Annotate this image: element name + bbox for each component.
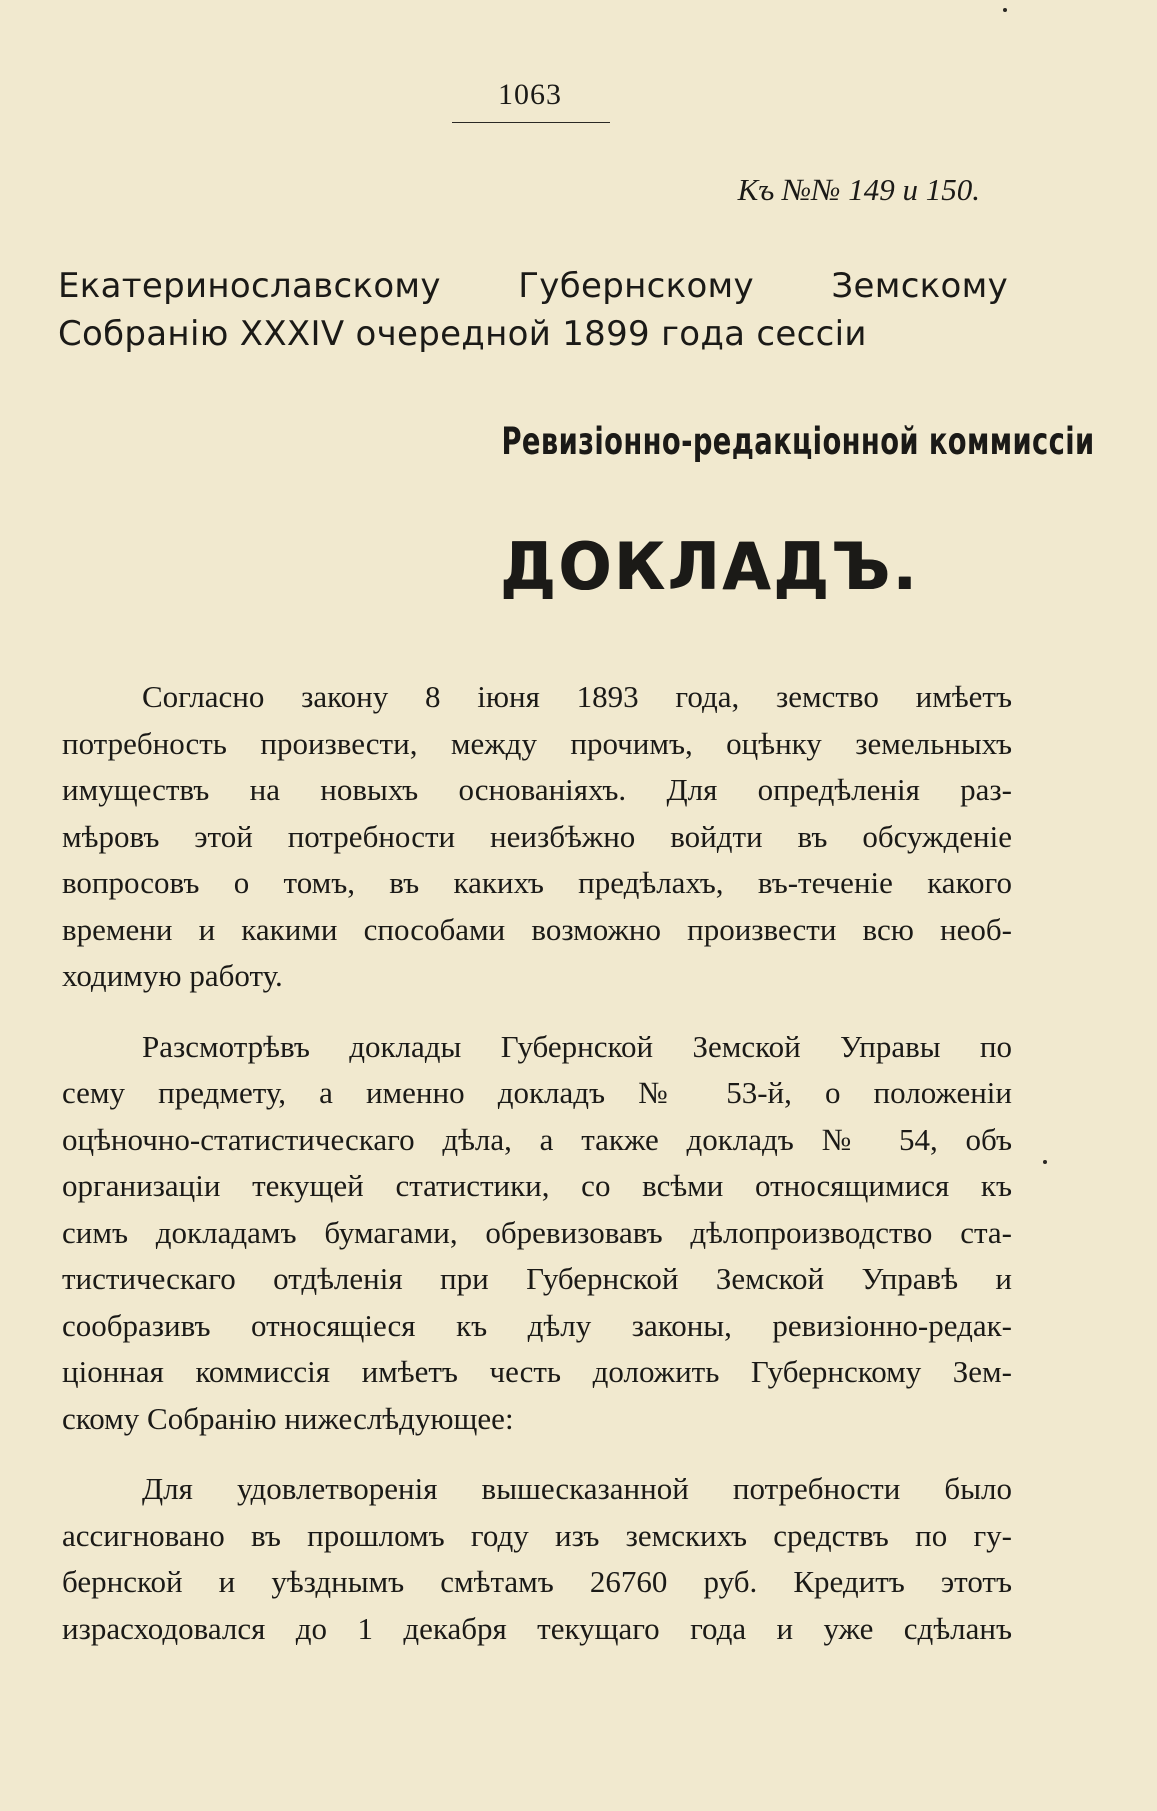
document-title: ДОКЛАДЪ. (500, 528, 920, 605)
addressee-line-1: Екатеринославскому Губернскому Земскому (58, 266, 1008, 306)
print-speck (1003, 8, 1007, 12)
page-number: 1063 (498, 78, 562, 111)
text-line: ціонная коммиссія имѣетъ честь доложить Губернскому Зем- (62, 1354, 1012, 1389)
text-line: симъ докладамъ бумагами, обревизовавъ дѣлопроизводство ста- (62, 1214, 1012, 1250)
text-line: Разсмотрѣвъ доклады Губернской Земской Управы по (142, 1028, 1012, 1064)
text-line: скому Собранію нижеслѣдующее: (62, 1400, 514, 1436)
page-number-rule (452, 122, 610, 123)
text-line: сообразивъ относящіеся къ дѣлу законы, ревизіонно-редак- (62, 1307, 1012, 1343)
paragraph-2 (62, 1024, 1012, 1443)
text-line: ассигновано въ прошломъ году изъ земскихъ средствъ по гу- (62, 1517, 1012, 1553)
print-speck (1043, 1160, 1047, 1164)
text-line: тистическаго отдѣленія при Губернской Земской Управѣ и (62, 1261, 1012, 1296)
reference-line: Къ №№ 149 и 150. (737, 172, 980, 207)
text-line: мѣровъ этой потребности неизбѣжно войдти въ обсужденіе (62, 818, 1012, 854)
paragraph-3 (62, 1466, 1012, 1652)
text-line: Согласно закону 8 іюня 1893 года, земство имѣетъ (142, 679, 1012, 714)
text-line: бернской и уѣзднымъ смѣтамъ 26760 руб. Кредитъ этотъ (62, 1564, 1012, 1599)
body-text (62, 674, 1012, 1652)
addressee-line-2: Собранію XXXIV очередной 1899 года сессіи (58, 314, 867, 354)
text-line: ходимую работу. (62, 958, 283, 993)
text-line: оцѣночно-статистическаго дѣла, а также докладъ № 54, объ (62, 1121, 1012, 1157)
text-line: вопросовъ о томъ, въ какихъ предѣлахъ, въ-теченіе какого (62, 865, 1012, 900)
paragraph-1 (62, 674, 1012, 1000)
addressee-heading (58, 262, 1008, 358)
text-line: потребность произвести, между прочимъ, оцѣнку земельныхъ (62, 725, 1012, 761)
text-line: организаціи текущей статистики, со всѣми относящимися къ (62, 1168, 1012, 1203)
text-line: времени и какими способами возможно произвести всю необ- (62, 911, 1012, 947)
text-line: сему предмету, а именно докладъ № 53-й, о положеніи (62, 1075, 1012, 1110)
text-line: имуществъ на новыхъ основаніяхъ. Для опредѣленія раз- (62, 772, 1012, 807)
text-line: Для удовлетворенія вышесказанной потребности было (142, 1471, 1012, 1506)
commission-heading: Ревизіонно-редакціонной коммиссіи (501, 420, 1095, 463)
text-line: израсходовался до 1 декабря текущаго года и уже сдѣланъ (62, 1610, 1012, 1646)
